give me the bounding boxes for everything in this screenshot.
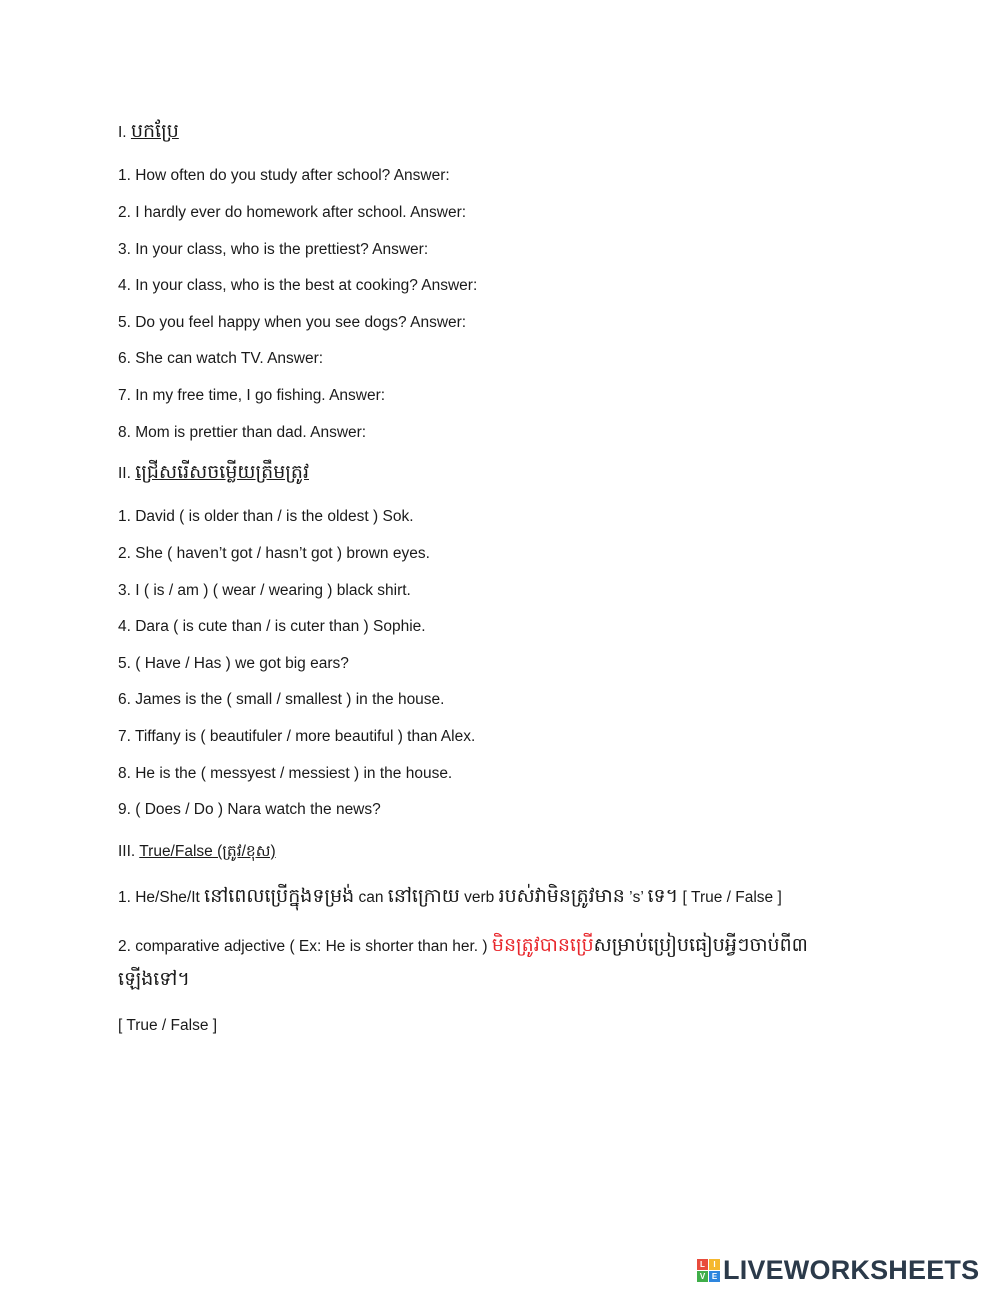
logo-mark-icon (697, 1259, 720, 1282)
s3-q1-part-h: ទេ។ (647, 886, 679, 907)
s3-q1-answer: [ True / False ] (678, 889, 782, 906)
section-1-number: I. (118, 124, 127, 141)
section-3-number: III. (118, 843, 136, 860)
s3-q1-part-d: នៅក្រោយ (387, 886, 460, 907)
s3-q1-part-e: verb (459, 889, 499, 906)
s2-question-3: 3. I ( is / am ) ( wear / wearing ) black shirt. (118, 582, 411, 599)
logo-mark-i: I (709, 1259, 720, 1270)
s1-question-5: 5. Do you feel happy when you see dogs? Answer: (118, 314, 467, 331)
section-2-number: II. (118, 465, 131, 482)
liveworksheets-logo (697, 1254, 979, 1286)
logo-mark-l: L (697, 1259, 708, 1270)
s1-question-3: 3. In your class, who is the prettiest? Answer: (118, 241, 429, 258)
section-2-title: ជ្រើសរើសចម្លើយត្រឹមត្រូវ (135, 462, 309, 483)
s3-q2-continuation: ឡើងទៅ។ (118, 969, 190, 990)
s2-question-8: 8. He is the ( messyest / messiest ) in the house. (118, 765, 453, 782)
s3-q1-part-a: 1. He/She/It (118, 889, 205, 906)
s1-question-7: 7. In my free time, I go fishing. Answer: (118, 387, 386, 404)
s2-question-7: 7. Tiffany is ( beautifuler / more beautiful ) than Alex. (118, 728, 476, 745)
s3-question-1 (118, 886, 782, 909)
section-1-title: បកប្រែ (130, 121, 179, 142)
s2-question-5: 5. ( Have / Has ) we got big ears? (118, 655, 349, 672)
s1-question-4: 4. In your class, who is the best at cooking? Answer: (118, 277, 478, 294)
s3-q2-part-a: 2. comparative adjective ( Ex: He is shorter than her. ) (118, 938, 492, 955)
s3-q2-answer: [ True / False ] (118, 1017, 218, 1034)
s1-question-6: 6. She can watch TV. Answer: (118, 350, 324, 367)
logo-text: LIVEWORKSHEETS (723, 1254, 980, 1285)
s3-q1-part-f: របស់វាមិនត្រូវមាន (498, 886, 625, 907)
s2-question-9: 9. ( Does / Do ) Nara watch the news? (118, 801, 381, 818)
logo-mark-v: V (697, 1271, 708, 1282)
s2-question-6: 6. James is the ( small / smallest ) in the house. (118, 691, 445, 708)
section-2-heading (118, 462, 309, 485)
s1-question-8: 8. Mom is prettier than dad. Answer: (118, 424, 367, 441)
s3-q1-part-c: can (354, 889, 388, 906)
logo-mark-e: E (709, 1271, 720, 1282)
s2-question-4: 4. Dara ( is cute than / is cuter than ) Sophie. (118, 618, 426, 635)
s3-q1-part-b: នៅពេលប្រើក្នុងទម្រង់ (204, 886, 355, 907)
section-1-heading (118, 121, 179, 144)
s1-question-1: 1. How often do you study after school? Answer: (118, 167, 450, 184)
s3-q1-part-g: ’s’ (624, 889, 648, 906)
s3-question-2 (118, 935, 808, 958)
s3-q2-part-b: សម្រាប់ប្រៀបធៀបអ្វីៗចាប់ពី៣ (593, 935, 808, 956)
s2-question-1: 1. David ( is older than / is the oldest ) Sok. (118, 508, 414, 525)
s3-q2-red-text: មិនត្រូវបានប្រើ (491, 935, 594, 956)
s1-question-2: 2. I hardly ever do homework after school. Answer: (118, 204, 467, 221)
section-3-heading (118, 841, 276, 863)
s2-question-2: 2. She ( haven’t got / hasn’t got ) brown eyes. (118, 545, 430, 562)
section-3-title: True/False (ត្រូវ/ខុស) (139, 843, 276, 860)
